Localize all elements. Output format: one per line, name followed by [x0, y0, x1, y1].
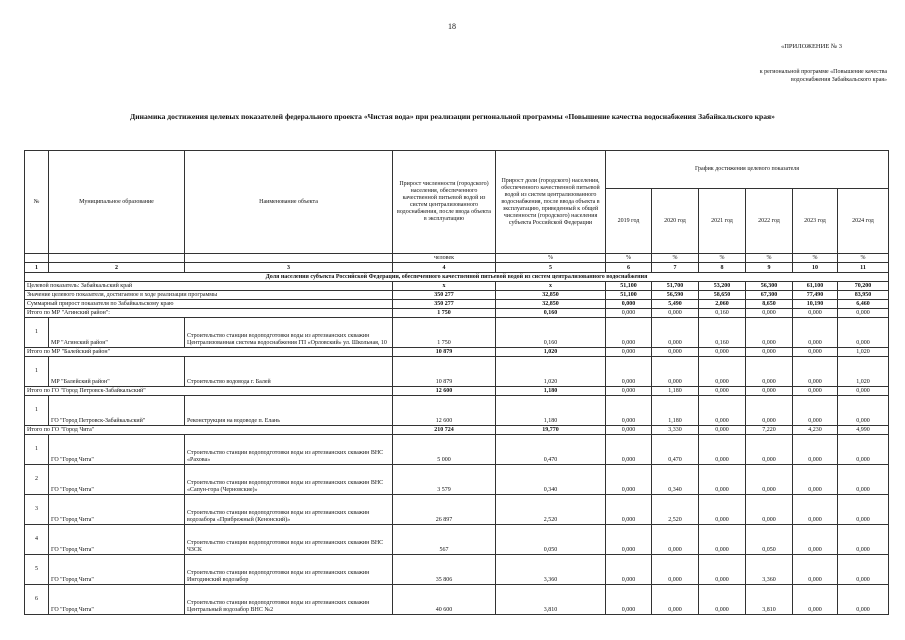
year-value: 0,000: [746, 465, 793, 495]
municipality-name: ГО "Город Петровск-Забайкальский": [49, 396, 185, 426]
year-value: 0,000: [746, 396, 793, 426]
population-value: 35 806: [393, 555, 496, 585]
year-value: 0,000: [606, 465, 652, 495]
object-name: Строительство станции водоподготовки воды из артезианских скважин ВНС «Рахова»: [185, 435, 393, 465]
column-index: 3: [185, 263, 393, 273]
header-pop-increase: Прирост численности (городского) населения, обеспеченного качественной питьевой водой из систем централизованного водоснабжения, после ввода объекта в эксплуатацию: [393, 151, 496, 254]
table-row: [25, 585, 889, 615]
year-value: 0,000: [746, 435, 793, 465]
year-value: 0,000: [793, 396, 838, 426]
year-value: 67,300: [746, 291, 793, 300]
year-value: 0,000: [606, 348, 652, 357]
year-value: 0,000: [699, 465, 746, 495]
column-index: 7: [652, 263, 699, 273]
unit-percent: %: [838, 254, 889, 263]
year-value: 0,000: [793, 585, 838, 615]
year-value: 0,000: [699, 348, 746, 357]
header-object: Наименование объекта: [185, 151, 393, 254]
year-value: 10,190: [793, 300, 838, 309]
share-value: 3,810: [496, 585, 606, 615]
total-label: Итого по МР "Балейский район": [25, 348, 393, 357]
year-value: 0,000: [793, 357, 838, 387]
header-no: №: [25, 151, 49, 254]
year-value: 0,000: [699, 555, 746, 585]
summary-label: Целевой показатель: Забайкальский край: [25, 282, 393, 291]
total-row: [25, 387, 889, 396]
header-schedule: График достижения целевого показателя: [606, 151, 889, 189]
year-value: 0,000: [793, 387, 838, 396]
year-value: 56,590: [652, 291, 699, 300]
share-value: 0,470: [496, 435, 606, 465]
total-row: [25, 309, 889, 318]
year-value: 1,020: [838, 348, 889, 357]
year-value: 0,000: [838, 309, 889, 318]
year-value: 0,000: [838, 318, 889, 348]
year-value: 0,000: [606, 309, 652, 318]
table-row: [25, 525, 889, 555]
year-value: 3,360: [746, 555, 793, 585]
share-value: 0,160: [496, 318, 606, 348]
population-value: 1 750: [393, 309, 496, 318]
unit-percent: %: [746, 254, 793, 263]
unit-percent: %: [606, 254, 652, 263]
year-value: 0,000: [699, 585, 746, 615]
total-label: Итого по ГО "Город Чита": [25, 426, 393, 435]
population-value: 10 879: [393, 357, 496, 387]
year-value: 7,220: [746, 426, 793, 435]
unit-percent: %: [652, 254, 699, 263]
document-title: Динамика достижения целевых показателей федерального проекта «Чистая вода» при реализации региональной программы «Повышение качества водоснабжения Забайкальского края»: [130, 112, 775, 121]
unit-cell: [185, 254, 393, 263]
total-label: Итого по МР "Агинский район":: [25, 309, 393, 318]
year-value: 70,200: [838, 282, 889, 291]
year-value: 0,000: [606, 357, 652, 387]
share-value: 0,050: [496, 525, 606, 555]
column-index: 6: [606, 263, 652, 273]
column-index: 11: [838, 263, 889, 273]
total-row: [25, 348, 889, 357]
table-row: [25, 357, 889, 387]
share-value: 1,180: [496, 396, 606, 426]
row-number: 2: [25, 465, 49, 495]
year-value: 0,000: [746, 495, 793, 525]
year-value: 0,000: [699, 357, 746, 387]
year-value: 0,000: [699, 426, 746, 435]
table-row: [25, 396, 889, 426]
population-value: 567: [393, 525, 496, 555]
year-value: 4,230: [793, 426, 838, 435]
year-value: 0,000: [793, 555, 838, 585]
year-value: 3,810: [746, 585, 793, 615]
population-value: 350 277: [393, 291, 496, 300]
year-value: 0,000: [606, 585, 652, 615]
year-value: 0,000: [606, 318, 652, 348]
municipality-name: ГО "Город Чита": [49, 555, 185, 585]
indicators-table: [24, 150, 889, 615]
year-value: 0,000: [838, 585, 889, 615]
year-value: 51,700: [652, 282, 699, 291]
year-value: 0,000: [652, 348, 699, 357]
row-number: 3: [25, 495, 49, 525]
share-value: 3,360: [496, 555, 606, 585]
year-value: 0,000: [793, 495, 838, 525]
year-value: 1,180: [652, 387, 699, 396]
row-number: 1: [25, 318, 49, 348]
total-label: Итого по ГО "Город Петровск-Забайкальский": [25, 387, 393, 396]
year-value: 0,000: [606, 300, 652, 309]
column-index: 5: [496, 263, 606, 273]
summary-label: Суммарный прирост показателя по Забайкальскому краю: [25, 300, 393, 309]
municipality-name: МР "Агинский район": [49, 318, 185, 348]
table-row: [25, 318, 889, 348]
year-value: 0,000: [746, 318, 793, 348]
population-value: 26 897: [393, 495, 496, 525]
year-value: 0,000: [746, 387, 793, 396]
table-row: [25, 495, 889, 525]
row-number: 6: [25, 585, 49, 615]
population-value: 1 750: [393, 318, 496, 348]
page-number: 18: [448, 22, 456, 31]
population-value: 10 879: [393, 348, 496, 357]
unit-percent: %: [496, 254, 606, 263]
year-value: 8,650: [746, 300, 793, 309]
object-name: Строительство станции водоподготовки воды из артезианских скважин ВНС «Сапун-гора (Черновские)»: [185, 465, 393, 495]
year-value: 51,100: [606, 291, 652, 300]
object-name: Строительство станции водоподготовки воды из артезианских скважин Централизованная система водоснабжения ГП «Орловский» ул. Школьная, 10: [185, 318, 393, 348]
share-value: 1,180: [496, 387, 606, 396]
row-number: 4: [25, 525, 49, 555]
year-value: 0,000: [699, 396, 746, 426]
object-name: Реконструкция на водоводе п. Елань: [185, 396, 393, 426]
object-name: Строительство станции водоподготовки воды из артезианских скважин ВНС ЧЗСК: [185, 525, 393, 555]
share-value: x: [496, 282, 606, 291]
year-value: 56,300: [746, 282, 793, 291]
appendix-label: «ПРИЛОЖЕНИЕ № 3: [780, 43, 842, 50]
municipality-name: МР "Балейский район": [49, 357, 185, 387]
column-index: 10: [793, 263, 838, 273]
year-value: 1,180: [652, 396, 699, 426]
population-value: x: [393, 282, 496, 291]
column-index: 4: [393, 263, 496, 273]
column-index: 2: [49, 263, 185, 273]
year-value: 0,000: [606, 495, 652, 525]
share-value: 1,020: [496, 357, 606, 387]
header-year: 2021 год: [699, 189, 746, 254]
object-name: Строительство станции водоподготовки воды из артезианских скважин водозабора «Прибрежный (Кенонский)»: [185, 495, 393, 525]
unit-cell: [25, 254, 49, 263]
year-value: 0,000: [652, 357, 699, 387]
year-value: 0,050: [746, 525, 793, 555]
table-row: [25, 465, 889, 495]
summary-row: [25, 282, 889, 291]
year-value: 0,000: [838, 435, 889, 465]
year-value: 0,000: [699, 387, 746, 396]
share-value: 32,850: [496, 291, 606, 300]
population-value: 350 277: [393, 300, 496, 309]
year-value: 0,000: [606, 435, 652, 465]
year-value: 0,000: [699, 435, 746, 465]
year-value: 0,470: [652, 435, 699, 465]
year-value: 53,200: [699, 282, 746, 291]
column-index: 8: [699, 263, 746, 273]
year-value: 0,000: [606, 426, 652, 435]
program-reference: к региональной программе «Повышение качества водоснабжения Забайкальского края»: [759, 69, 887, 83]
year-value: 0,000: [838, 387, 889, 396]
year-value: 1,020: [838, 357, 889, 387]
year-value: 5,490: [652, 300, 699, 309]
year-value: 0,000: [793, 318, 838, 348]
share-value: 32,850: [496, 300, 606, 309]
population-value: 12 600: [393, 396, 496, 426]
share-value: 19,770: [496, 426, 606, 435]
year-value: 0,000: [652, 318, 699, 348]
year-value: 0,000: [838, 495, 889, 525]
unit-percent: %: [793, 254, 838, 263]
column-index: 1: [25, 263, 49, 273]
row-number: 5: [25, 555, 49, 585]
share-value: 1,020: [496, 348, 606, 357]
municipality-name: ГО "Город Чита": [49, 585, 185, 615]
municipality-name: ГО "Город Чита": [49, 465, 185, 495]
population-value: 5 000: [393, 435, 496, 465]
year-value: 0,000: [838, 525, 889, 555]
row-number: 1: [25, 357, 49, 387]
year-value: 0,000: [652, 525, 699, 555]
year-value: 0,340: [652, 465, 699, 495]
year-value: 0,000: [699, 525, 746, 555]
year-value: 4,990: [838, 426, 889, 435]
header-year: 2023 год: [793, 189, 838, 254]
unit-cell: [49, 254, 185, 263]
year-value: 0,000: [652, 585, 699, 615]
object-name: Строительство станции водоподготовки воды из артезианских скважин Центральный водозабор ВНС №2: [185, 585, 393, 615]
year-value: 0,000: [606, 525, 652, 555]
year-value: 0,000: [746, 357, 793, 387]
year-value: 0,000: [838, 555, 889, 585]
year-value: 0,160: [699, 318, 746, 348]
year-value: 58,650: [699, 291, 746, 300]
population-value: 3 579: [393, 465, 496, 495]
year-value: 0,000: [606, 396, 652, 426]
year-value: 0,000: [652, 309, 699, 318]
table-row: [25, 435, 889, 465]
summary-row: [25, 291, 889, 300]
year-value: 0,000: [606, 555, 652, 585]
year-value: 77,490: [793, 291, 838, 300]
summary-row: [25, 300, 889, 309]
share-value: 2,520: [496, 495, 606, 525]
header-year: 2019 год: [606, 189, 652, 254]
year-value: 0,000: [793, 465, 838, 495]
municipality-name: ГО "Город Чита": [49, 525, 185, 555]
year-value: 0,000: [793, 435, 838, 465]
year-value: 0,000: [606, 387, 652, 396]
share-value: 0,340: [496, 465, 606, 495]
header-year: 2024 год: [838, 189, 889, 254]
year-value: 0,160: [699, 309, 746, 318]
year-value: 83,950: [838, 291, 889, 300]
year-value: 0,000: [652, 555, 699, 585]
population-value: 210 724: [393, 426, 496, 435]
municipality-name: ГО "Город Чита": [49, 435, 185, 465]
summary-label: Значение целевого показателя, достигаемое в ходе реализации программы: [25, 291, 393, 300]
year-value: 3,330: [652, 426, 699, 435]
header-share-increase: Прирост доли (городского) населения, обеспеченного качественной питьевой водой из систем централизованного водоснабжения, после ввода объекта в эксплуатацию, приведенный к общей численности (городского) населения субъекта Российской Федерации: [496, 151, 606, 254]
table-row: [25, 555, 889, 585]
object-name: Строительство станции водоподготовки воды из артезианских скважин Ингодинский водозабор: [185, 555, 393, 585]
year-value: 2,060: [699, 300, 746, 309]
population-value: 40 600: [393, 585, 496, 615]
header-year: 2020 год: [652, 189, 699, 254]
unit-people: человек: [393, 254, 496, 263]
year-value: 0,000: [838, 465, 889, 495]
header-year: 2022 год: [746, 189, 793, 254]
year-value: 0,000: [838, 396, 889, 426]
year-value: 51,100: [606, 282, 652, 291]
unit-percent: %: [699, 254, 746, 263]
header-municipality: Муниципальное образование: [49, 151, 185, 254]
year-value: 0,000: [793, 309, 838, 318]
year-value: 2,520: [652, 495, 699, 525]
section-title: Доля населения субъекта Российской Федерации, обеспеченного качественной питьевой водой из систем централизованного водоснабжения: [25, 273, 889, 282]
year-value: 0,000: [699, 495, 746, 525]
total-row: [25, 426, 889, 435]
population-value: 12 600: [393, 387, 496, 396]
row-number: 1: [25, 435, 49, 465]
year-value: 0,000: [793, 525, 838, 555]
year-value: 61,100: [793, 282, 838, 291]
object-name: Строительство водовода г. Балей: [185, 357, 393, 387]
share-value: 0,160: [496, 309, 606, 318]
year-value: 0,000: [793, 348, 838, 357]
year-value: 6,460: [838, 300, 889, 309]
year-value: 0,000: [746, 309, 793, 318]
row-number: 1: [25, 396, 49, 426]
column-index: 9: [746, 263, 793, 273]
municipality-name: ГО "Город Чита": [49, 495, 185, 525]
year-value: 0,000: [746, 348, 793, 357]
